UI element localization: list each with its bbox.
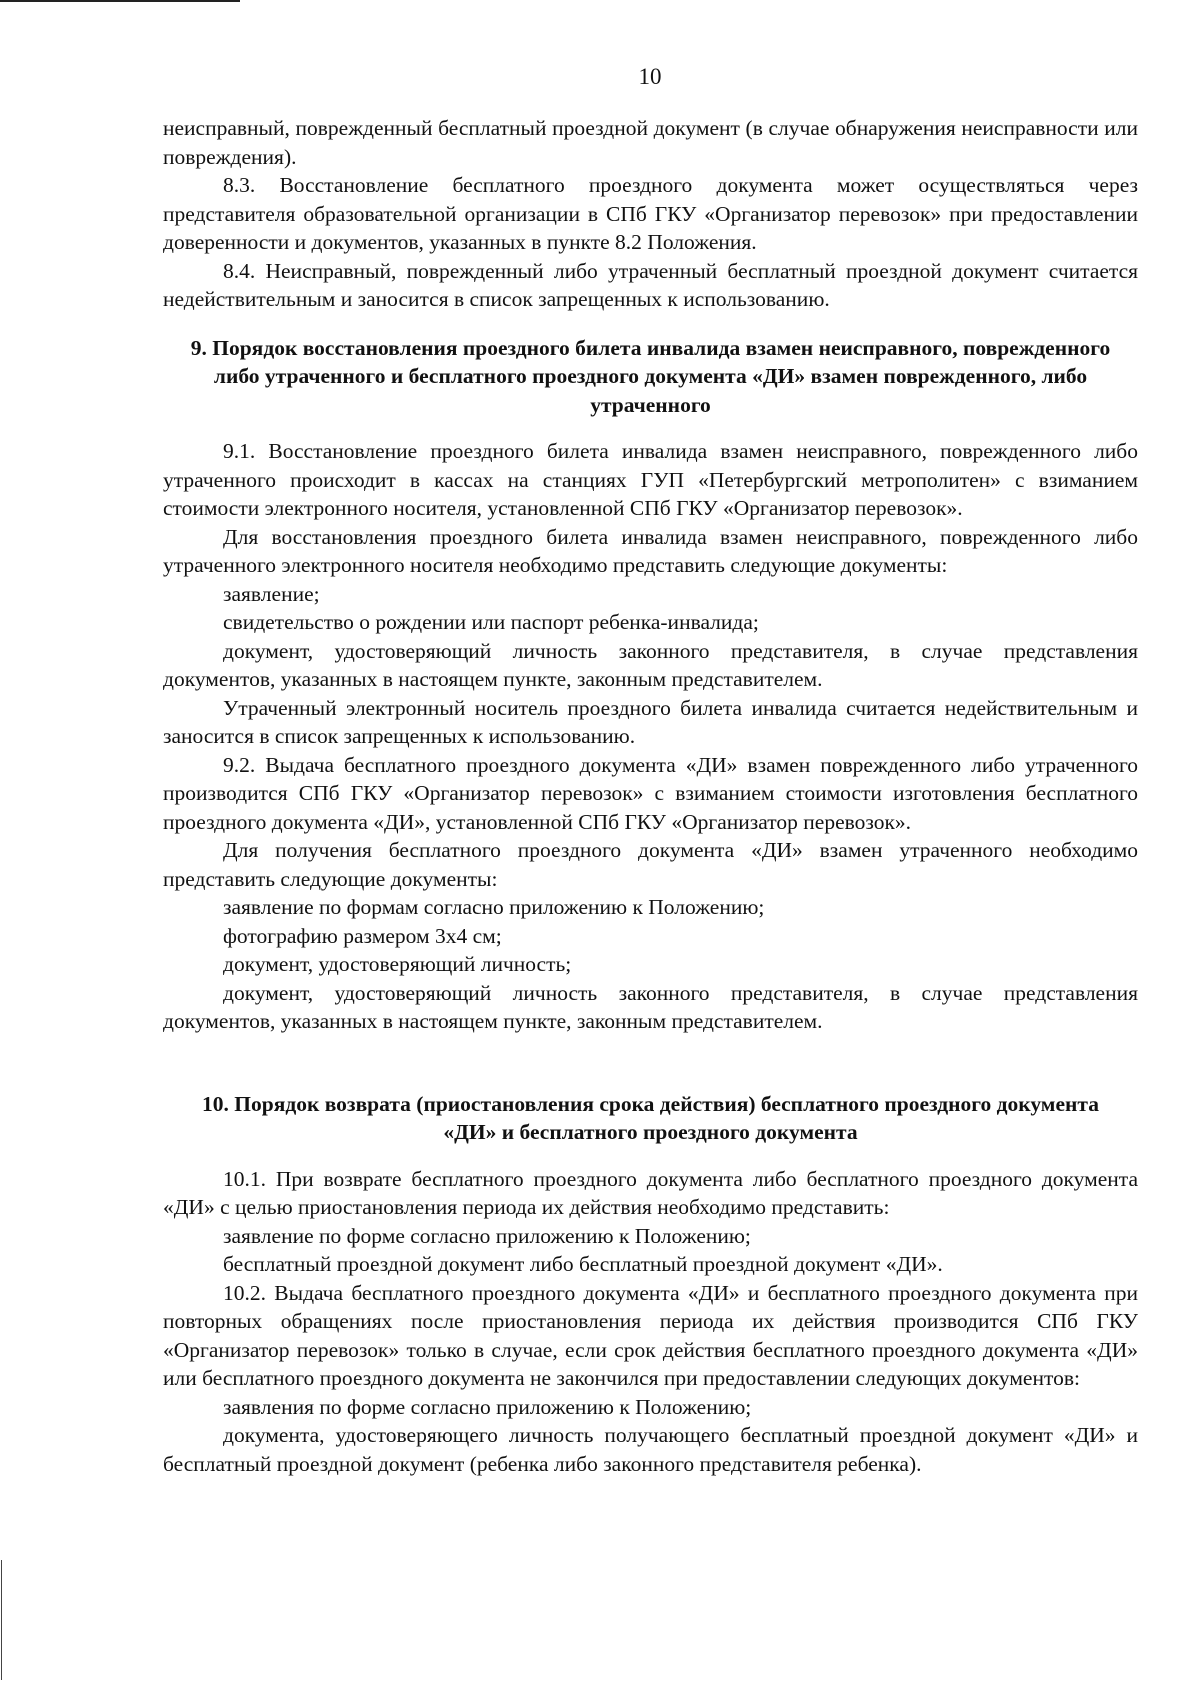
list-item: документ, удостоверяющий личность законного представителя, в случае представления документов, указанных в настоящем пункте, законным представителем. <box>163 980 1138 1033</box>
list-item: документа, удостоверяющего личность получающего бесплатный проездной документ «ДИ» и бесплатный проездной документ (ребенка либо законного представителя ребенка). <box>163 1423 1138 1476</box>
list-item: документ, удостоверяющий личность законного представителя, в случае представления документов, указанных в настоящем пункте, законным представителем. <box>163 638 1138 691</box>
paragraph-9-1: 9.1. Восстановление проездного билета инвалида взамен неисправного, поврежденного либо утраченного происходит в кассах на станциях ГУП «Петербургский метрополитен» с взиманием стоимости электронного носителя, установленной СПб ГКУ «Организатор перевозок». <box>163 439 1138 520</box>
section-9-heading: 9. Порядок восстановления проездного билета инвалида взамен неисправного, поврежденного либо утраченного и бесплатного проездного документа «ДИ» взамен поврежденного, либо утраченного <box>190 335 1111 417</box>
list-item: бесплатный проездной документ либо бесплатный проездной документ «ДИ». <box>223 1252 943 1276</box>
list-item: заявления по форме согласно приложению к Положению; <box>223 1394 752 1419</box>
paragraph-8-4: 8.4. Неисправный, поврежденный либо утраченный бесплатный проездной документ считается недействительным и заносится в список запрещенных к использованию. <box>163 258 1138 311</box>
document-body <box>163 114 1138 1478</box>
list-item: фотографию размером 3х4 см; <box>223 923 502 948</box>
paragraph-8-3: 8.3. Восстановление бесплатного проездного документа может осуществляться через представителя образовательной организации в СПб ГКУ «Организатор перевозок» при предоставлении доверенности и документов, указанных в пункте 8.2 Положения. <box>163 173 1138 254</box>
paragraph-10-2: 10.2. Выдача бесплатного проездного документа «ДИ» и бесплатного проездного документа при повторных обращениях после приостановления периода их действия производится СПб ГКУ «Организатор перевозок» только в случае, если срок действия бесплатного проездного документа «ДИ» или бесплатного проездного документа не закончился при предоставлении следующих документов: <box>163 1280 1138 1390</box>
list-item: документ, удостоверяющий личность; <box>223 952 572 976</box>
list-item: заявление по форме согласно приложению к Положению; <box>223 1223 751 1248</box>
scan-border-left <box>1 1560 2 1680</box>
paragraph-continuation: неисправный, поврежденный бесплатный проездной документ (в случае обнаружения неисправности или повреждения). <box>163 116 1138 169</box>
paragraph-9-2: 9.2. Выдача бесплатного проездного документа «ДИ» взамен поврежденного либо утраченного производится СПб ГКУ «Организатор перевозок» с взиманием стоимости изготовления бесплатного проездного документа «ДИ», установленной СПб ГКУ «Организатор перевозок». <box>163 752 1138 834</box>
page-number: 10 <box>638 64 662 89</box>
list-item: заявление; <box>223 581 320 606</box>
list-item: заявление по формам согласно приложению к Положению; <box>223 895 765 919</box>
scan-border-top <box>0 0 240 2</box>
paragraph-9-1-docs-intro: Для восстановления проездного билета инвалида взамен неисправного, поврежденного либо утраченного электронного носителя необходимо представить следующие документы: <box>163 524 1138 577</box>
paragraph-10-1: 10.1. При возврате бесплатного проездного документа либо бесплатного проездного документа «ДИ» с целью приостановления периода их действия необходимо представить: <box>163 1166 1138 1219</box>
paragraph-9-2-docs-intro: Для получения бесплатного проездного документа «ДИ» взамен утраченного необходимо представить следующие документы: <box>163 838 1138 891</box>
list-item: свидетельство о рождении или паспорт ребенка-инвалида; <box>223 610 759 634</box>
paragraph-9-1-lost: Утраченный электронный носитель проездного билета инвалида считается недействительным и заносится в список запрещенных к использованию. <box>163 695 1138 748</box>
section-10-heading: 10. Порядок возврата (приостановления срока действия) бесплатного проездного документа «ДИ» и бесплатного проездного документа <box>202 1091 1099 1144</box>
